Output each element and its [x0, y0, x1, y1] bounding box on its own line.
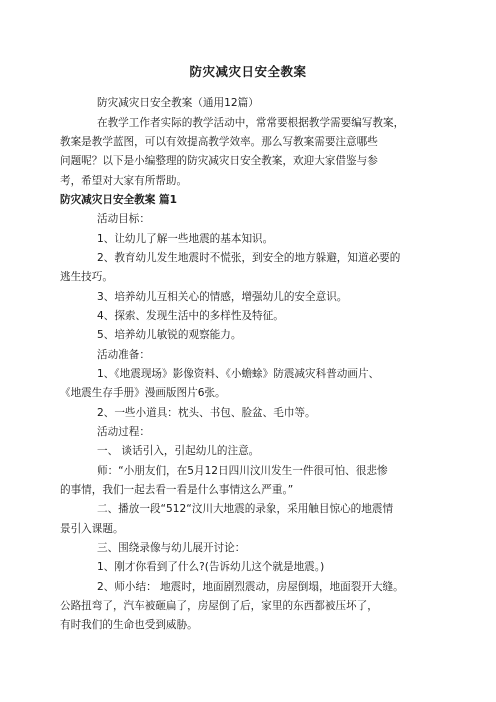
subtitle-line: 防灾减灾日安全教案（通用12篇）	[97, 97, 259, 109]
process-line: 景引入课题。	[60, 523, 124, 535]
goal-item: 5、培养幼儿敏锐的观察能力。	[97, 329, 242, 341]
document-title: 防灾减灾日安全教案	[189, 64, 307, 79]
process-line: 2、师小结： 地震时，地面剧烈震动，房屋倒塌，地面裂开大缝。	[97, 581, 404, 593]
process-line: 一、 谈话引入，引起幼儿的注意。	[97, 445, 260, 457]
prep-item-continued: 《地震生存手册》漫画版图片6张。	[60, 387, 226, 399]
prep-item: 2、一些小道具：枕头、书包、脸盆、毛巾等。	[97, 407, 316, 419]
process-line: 的事情，我们一起去看一看是什么事情这么严重。”	[60, 484, 294, 496]
process-line: 公路扭弯了，汽车被砸扁了，房屋倒了后，家里的东西都被压坏了，	[60, 600, 378, 612]
intro-line: 考，希望对大家有所帮助。	[60, 175, 188, 187]
process-line: 三、围绕录像与幼儿展开讨论：	[97, 542, 246, 554]
goal-item-continued: 逃生技巧。	[60, 271, 113, 283]
goal-item: 2、教育幼儿发生地震时不慌张，到安全的地方躲避，知道必要的	[97, 252, 401, 264]
prep-heading: 活动准备：	[97, 349, 150, 361]
intro-line: 在教学工作者实际的教学活动中，常常要根据教学需要编写教案，	[97, 117, 405, 129]
goal-item: 3、培养幼儿互相关心的情感，增强幼儿的安全意识。	[97, 291, 348, 303]
process-line: 有时我们的生命也受到威胁。	[60, 619, 198, 631]
goal-item: 1、让幼儿了解一些地震的基本知识。	[97, 233, 274, 245]
process-line: 师：“小朋友们，在5月12日四川汶川发生一件很可怕、很悲惨	[97, 465, 388, 477]
goal-item: 4、探索、发现生活中的多样性及特征。	[97, 310, 284, 322]
intro-line: 问题呢？以下是小编整理的防灾减灾日安全教案，欢迎大家借鉴与参	[60, 155, 378, 167]
goals-heading: 活动目标：	[97, 213, 150, 225]
process-line: 二、播放一段“512“汶川大地震的录象，采用触目惊心的地震情	[97, 503, 394, 515]
section-heading: 防灾减灾日安全教案 篇1	[60, 194, 177, 206]
process-heading: 活动过程：	[97, 426, 150, 438]
intro-line: 教案是教学蓝图，可以有效提高教学效率。那么写教案需要注意哪些	[60, 136, 378, 148]
prep-item: 1、《地震现场》影像资料、《小蟾蜍》防震减灾科普动画片、	[97, 368, 380, 380]
process-line: 1、刚才你看到了什么?(告诉幼儿这个就是地震。)	[97, 561, 325, 573]
